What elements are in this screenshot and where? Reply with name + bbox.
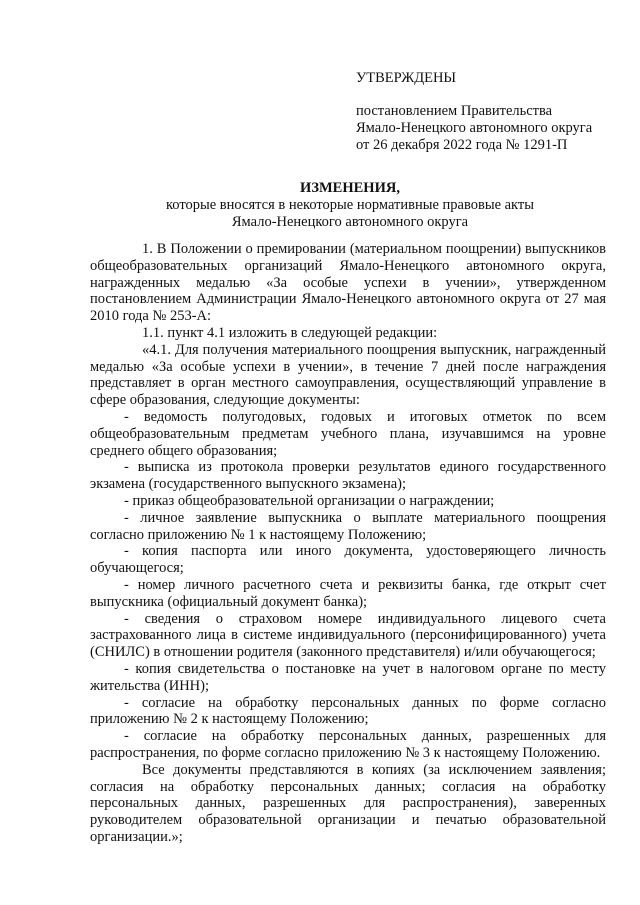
document-heading <box>90 180 610 231</box>
paragraph-final: Все документы представляются в копиях (за исключением заявления; согласия на обработку персональных данных; согласия на обработку персональных данных, разрешенных для распространения), заверенных руководителем образовательной организации и печатью образовательной организации.»; <box>90 761 606 845</box>
approval-line-1: постановлением Правительства <box>356 103 553 119</box>
approval-line-2: Ямало-Ненецкого автономного округа <box>356 120 593 136</box>
document-body <box>90 241 606 846</box>
paragraph-4-1: «4.1. Для получения материального поощрения выпускник, награжденный медалью «За особые успехи в учении», в течение 7 дней после награждения представляет в орган местного самоуправления, осуществляющий управление в сфере образования, следующие документы: <box>90 341 606 409</box>
approval-stamp-title: УТВЕРЖДЕНЫ <box>356 70 457 86</box>
list-item: - сведения о страховом номере индивидуального лицевого счета застрахованного лица в системе индивидуального (персонифицированного) учета (СНИЛС) в отношении родителя (законного представителя) и/или обучающегося; <box>90 610 606 661</box>
list-item: - личное заявление выпускника о выплате материального поощрения согласно приложению № 1 к настоящему Положению; <box>90 509 606 543</box>
document-subtitle-1: которые вносятся в некоторые нормативные правовые акты <box>165 197 534 213</box>
approval-line-3: от 26 декабря 2022 года № 1291-П <box>356 137 568 153</box>
list-item: - выписка из протокола проверки результатов единого государственного экзамена (государственного выпускного экзамена); <box>90 459 606 493</box>
document-subtitle-2: Ямало-Ненецкого автономного округа <box>231 214 469 230</box>
list-item: - номер личного расчетного счета и реквизиты банка, где открыт счет выпускника (официальный документ банка); <box>90 576 606 610</box>
paragraph-1-1: 1.1. пункт 4.1 изложить в следующей редакции: <box>142 324 438 341</box>
document-title: ИЗМЕНЕНИЯ, <box>300 180 400 196</box>
list-item: - копия свидетельства о постановке на учет в налоговом органе по месту жительства (ИНН); <box>90 660 606 694</box>
approval-block <box>356 70 592 154</box>
list-item: - копия паспорта или иного документа, удостоверяющего личность обучающегося; <box>90 543 606 577</box>
list-item: - согласие на обработку персональных данных, разрешенных для распространения, по форме согласно приложению № 3 к настоящему Положению. <box>90 728 606 761</box>
list-item: - ведомость полугодовых, годовых и итоговых отметок по всем общеобразовательным предметам учебного плана, изучавшимся на уровне среднего общего образования; <box>90 408 606 459</box>
list-item: - согласие на обработку персональных данных по форме согласно приложению № 2 к настоящему Положению; <box>90 694 606 728</box>
paragraph-1: 1. В Положении о премировании (материальном поощрении) выпускников общеобразовательных организаций Ямало-Ненецкого автономного округа, награжденных медалью «За особые успехи в учении», утвержденном постановлением Администрации Ямало-Ненецкого автономного округа от 27 мая 2010 года № 253-А: <box>90 241 606 325</box>
list-item: - приказ общеобразовательной организации о награждении; <box>124 492 495 509</box>
